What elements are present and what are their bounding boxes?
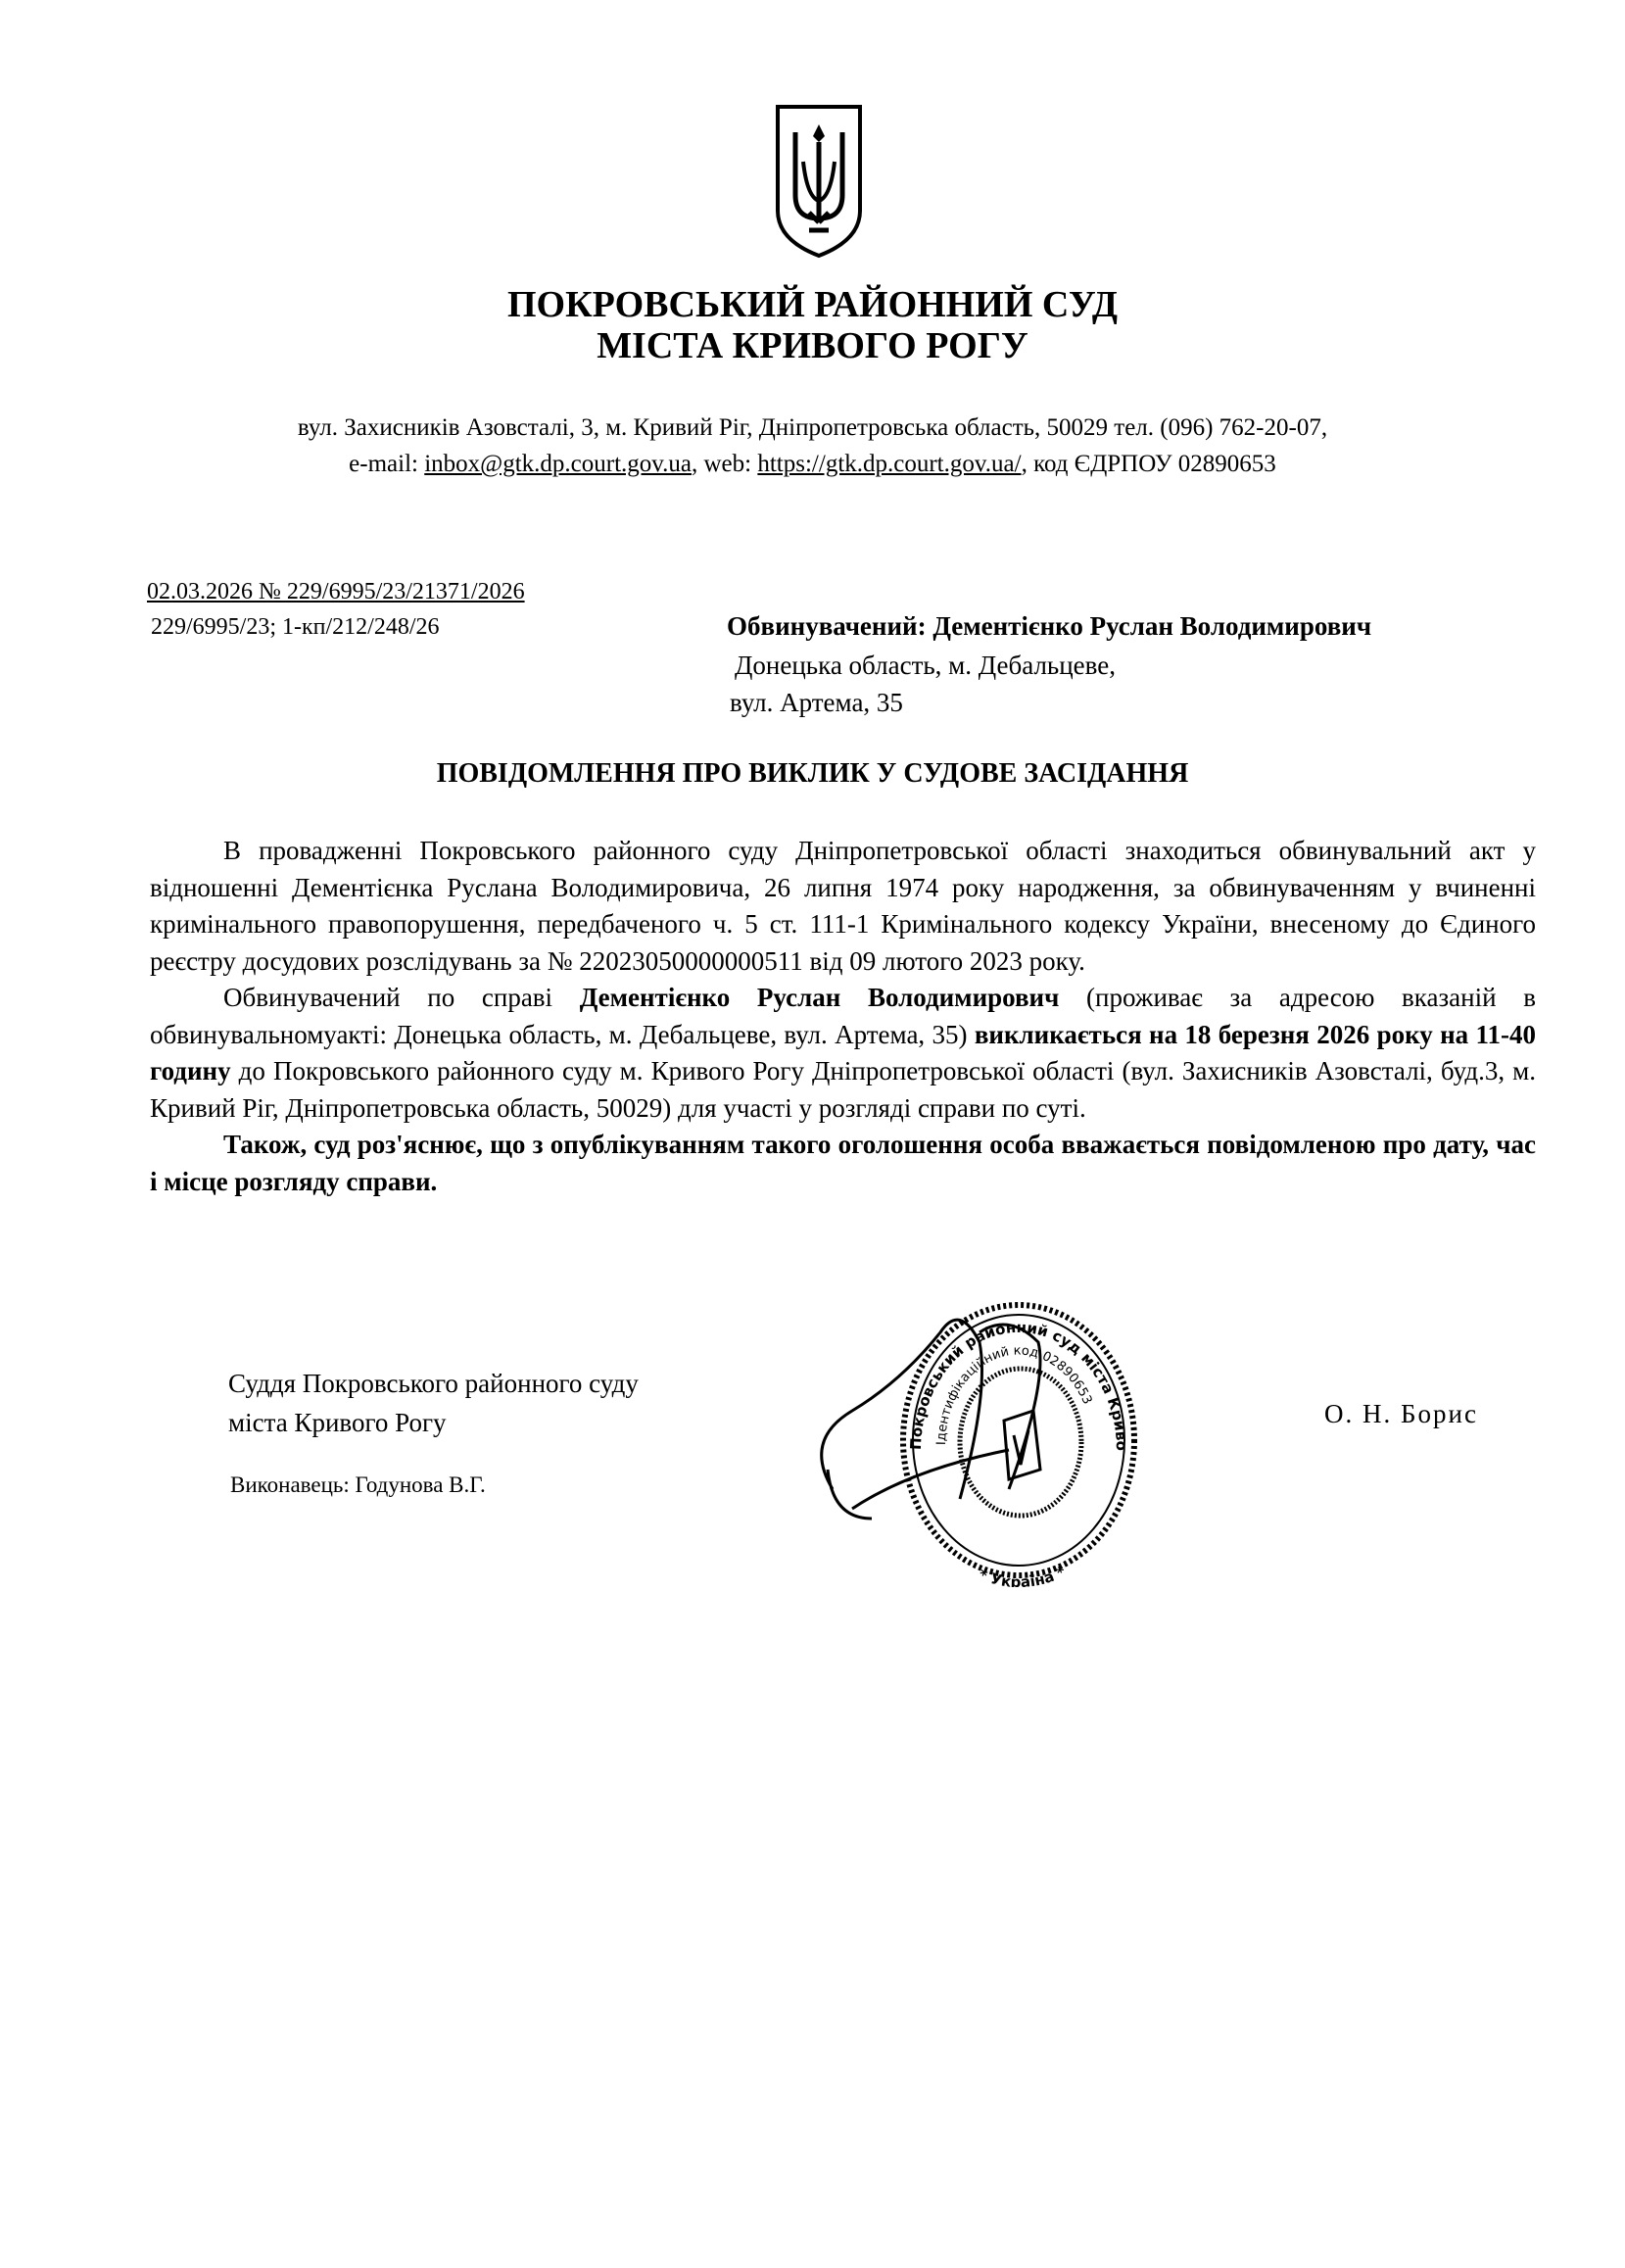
case-numbers: 229/6995/23; 1-кп/212/248/26 [151, 614, 440, 640]
judge-name: О. Н. Борис [1324, 1399, 1478, 1428]
court-name-line1: ПОКРОВСЬКИЙ РАЙОННИЙ СУД [506, 284, 1119, 325]
judge-position-line2: міста Кривого Рогу [228, 1408, 447, 1437]
court-contacts [0, 446, 1625, 482]
edrpou-code: , код ЄДРПОУ 02890653 [1021, 451, 1276, 477]
judge-position [228, 1364, 639, 1442]
outgoing-number: 02.03.2026 № 229/6995/23/21371/2026 [147, 579, 525, 604]
coat-of-arms-emblem [774, 103, 864, 260]
web-label: , web: [692, 451, 758, 477]
stamp-outer-text: Покровський районний суд міста Криво [906, 1318, 1131, 1452]
stamp-inner-text: Ідентифікаційний код 02890653 [933, 1343, 1095, 1446]
paragraph-1: В провадженні Покровського районного суду Дніпропетровської області знаходиться обвинувальний акт у відношенні Дементієнка Руслана Володимировича, 26 липня 1974 року народження, за обвинуваченням у вчиненні кримінального правопорушення, передбаченого ч. 5 ст. 111-1 Кримінального кодексу України, внесеному до Єдиного реєстру досудових розслідувань за № 22023050000000511 від 09 лютого 2023 року. [150, 836, 1536, 976]
recipient-address-line2: вул. Артема, 35 [730, 688, 903, 717]
web-link[interactable]: https://gtk.dp.court.gov.ua/ [757, 451, 1022, 477]
p2-text: Обвинувачений по справі [223, 983, 580, 1012]
hearing-date: викликається на 18 березня 2026 року на 11-40 годину [150, 1019, 1536, 1086]
judge-position-line1: Суддя Покровського районного суду [228, 1369, 639, 1398]
p2-text: (проживає за адресою вказаній в обвинувальномуакті: Донецька область, м. Дебальцеве, вул. Артема, 35) [150, 983, 1536, 1049]
court-address: вул. Захисників Азовсталі, 3, м. Кривий Ріг, Дніпропетровська область, 50029 тел. (096) 762-20-07, [297, 414, 1328, 441]
defendant-name: Дементієнко Руслан Володимирович [579, 983, 1060, 1012]
paragraph-3: Також, суд роз'яснює, що з опублікуванням такого оголошення особа вважається повідомленою про дату, час і місце розгляду справи. [150, 1130, 1536, 1196]
court-stamp [813, 1274, 1205, 1587]
stamp-bottom-text: * Україна * [976, 1562, 1069, 1587]
recipient-name: Обвинувачений: Дементієнко Руслан Володимирович [727, 611, 1372, 641]
court-name-line2: МІСТА КРИВОГО РОГУ [597, 325, 1028, 366]
email-link[interactable]: inbox@gtk.dp.court.gov.ua [424, 451, 692, 477]
document-title: ПОВІДОМЛЕННЯ ПРО ВИКЛИК У СУДОВЕ ЗАСІДАННЯ [436, 758, 1189, 789]
recipient-address-line1: Донецька область, м. Дебальцеве, [735, 651, 1116, 680]
email-label: e-mail: [349, 451, 425, 477]
executor: Виконавець: Годунова В.Г. [230, 1472, 486, 1497]
p2-text: до Покровського районного суду м. Кривого Рогу Дніпропетровської області (вул. Захисників Азовсталі, буд.3, м. Кривий Ріг, Дніпропетровська область, 50029) для участі у розгляді справи по суті. [150, 1056, 1536, 1123]
document-body [150, 833, 1536, 1200]
paragraph-2 [150, 980, 1536, 1127]
